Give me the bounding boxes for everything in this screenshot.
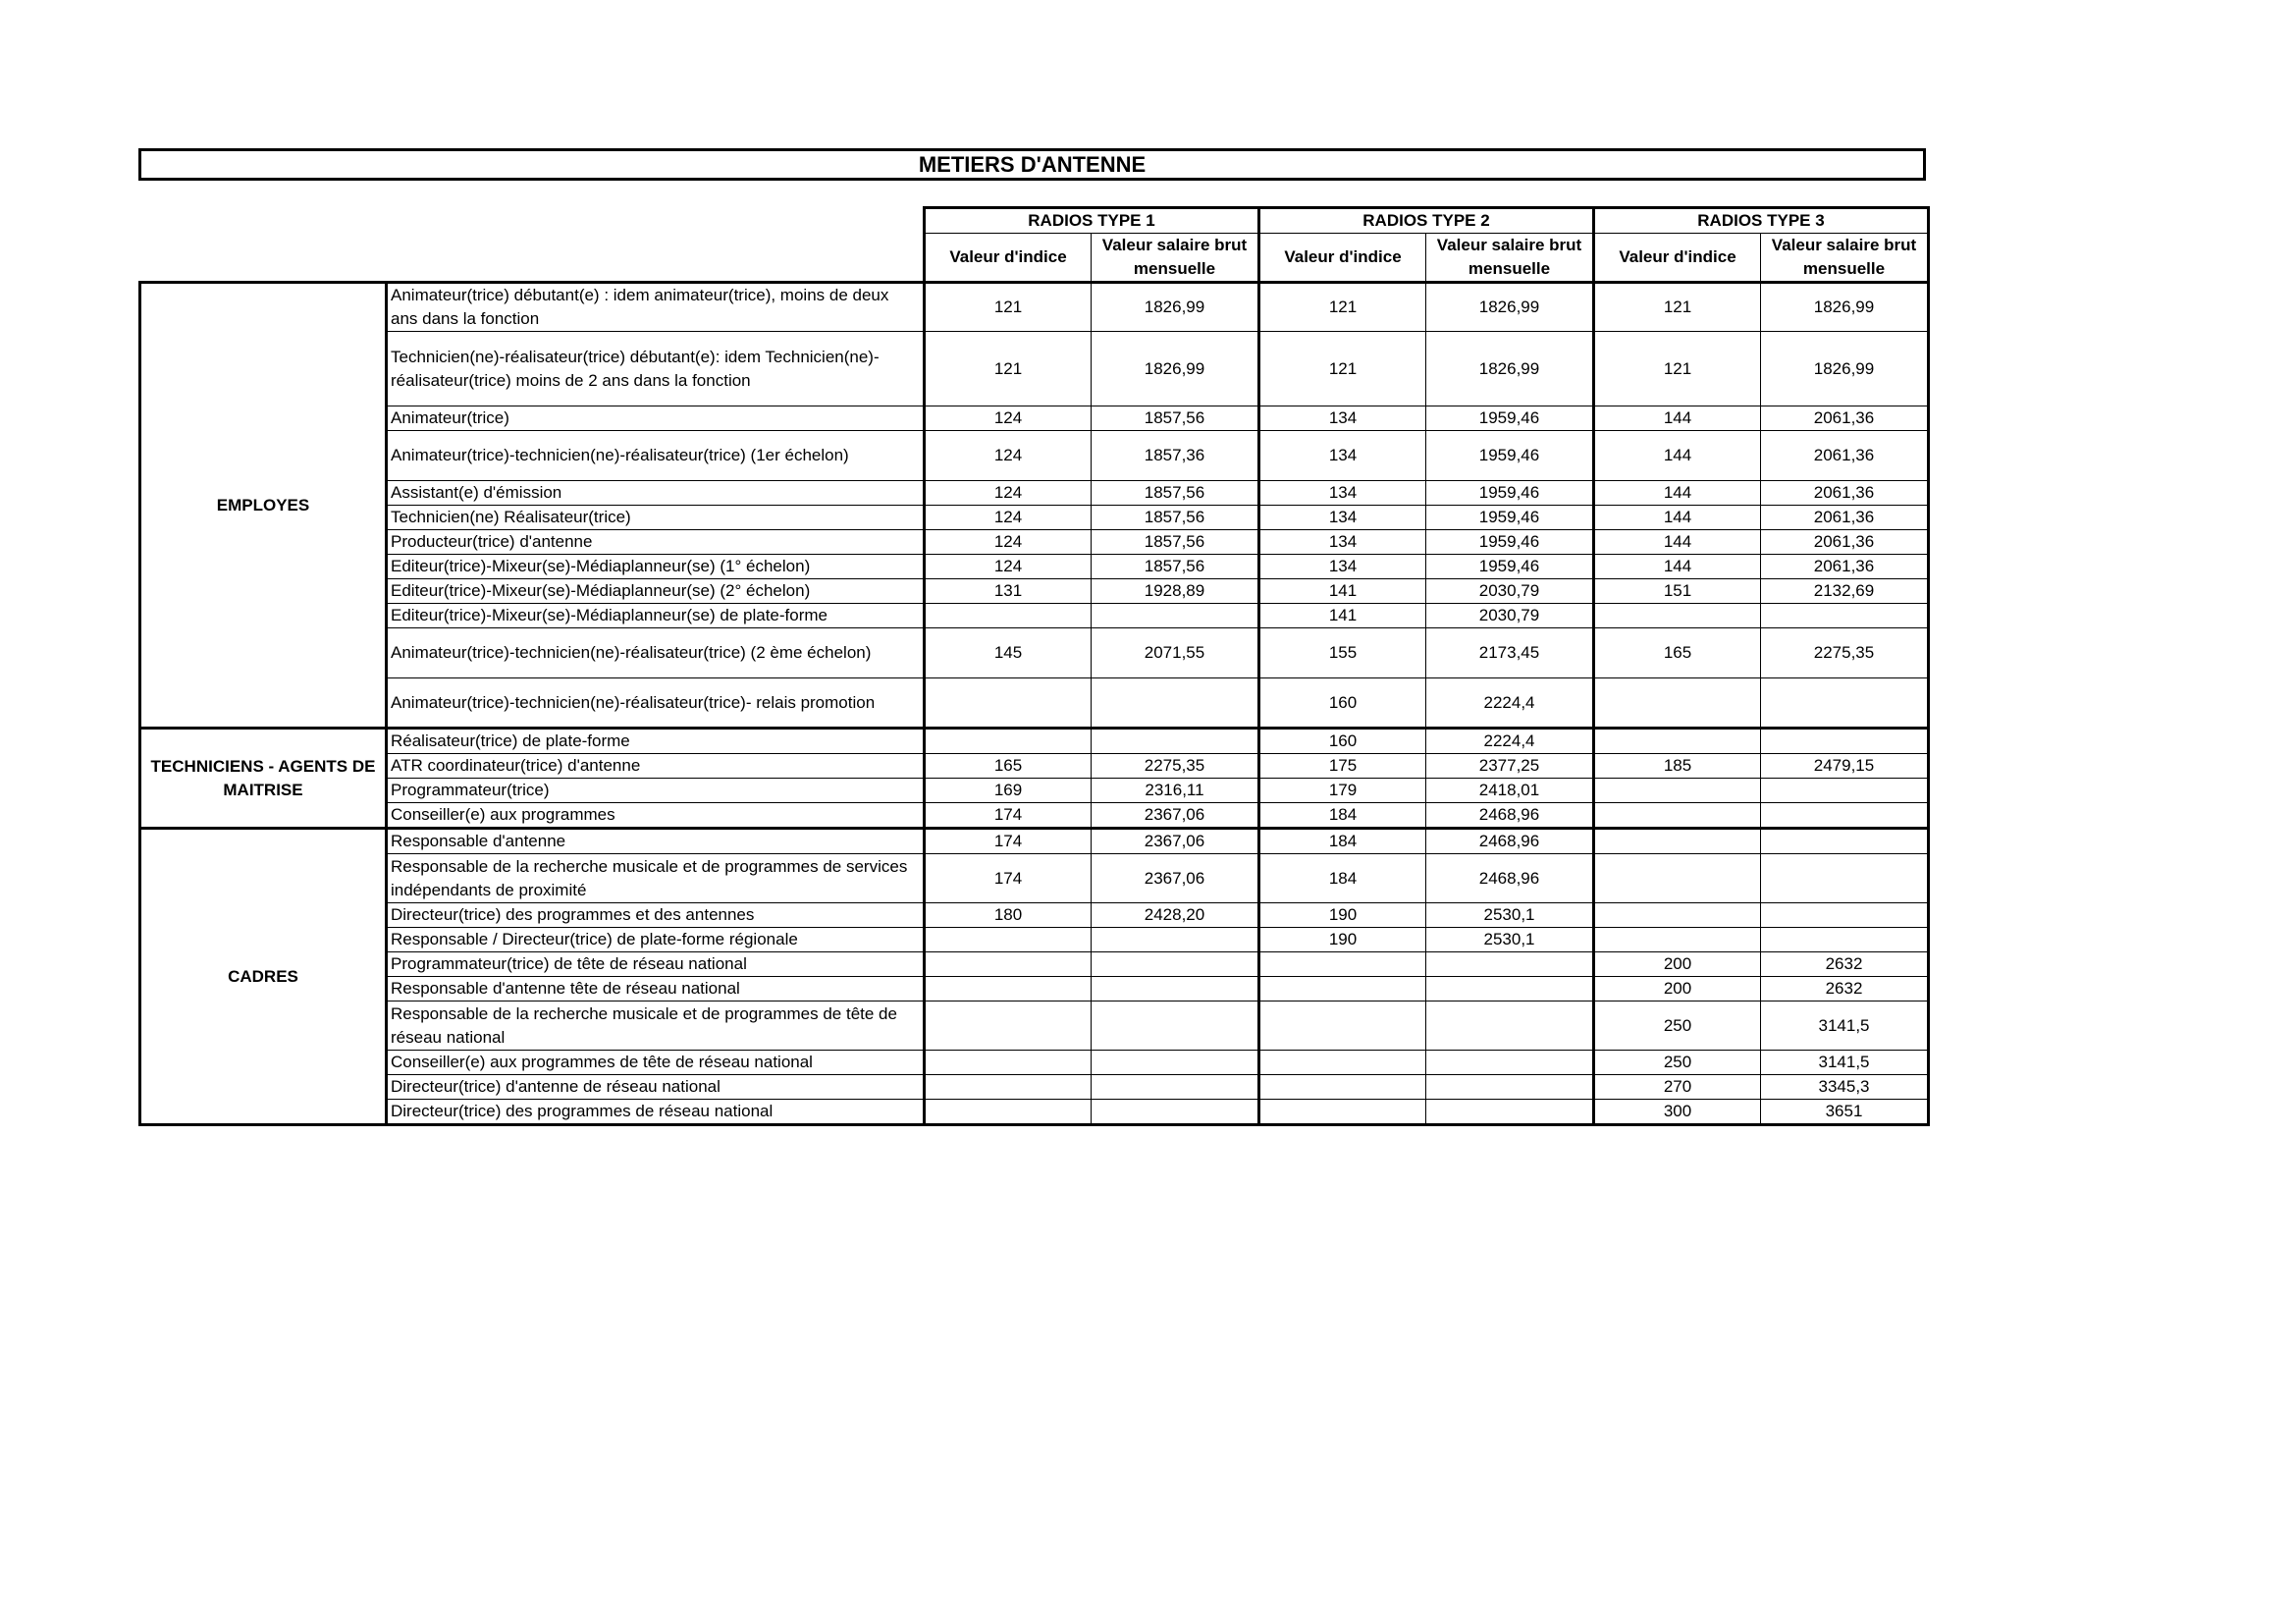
index-value: 174 <box>925 803 1092 829</box>
index-value: 124 <box>925 481 1092 506</box>
index-value: 141 <box>1259 579 1426 604</box>
index-value: 175 <box>1259 754 1426 779</box>
index-value: 134 <box>1259 481 1426 506</box>
job-title: Editeur(trice)-Mixeur(se)-Médiaplanneur(se) (2° échelon) <box>387 579 925 604</box>
category-techniciens: TECHNICIENS - AGENTS DE MAITRISE <box>140 729 387 829</box>
salary-value: 2530,1 <box>1426 928 1594 952</box>
index-value: 184 <box>1259 829 1426 854</box>
salary-value <box>1761 678 1929 729</box>
salary-value: 2061,36 <box>1761 555 1929 579</box>
job-title: Assistant(e) d'émission <box>387 481 925 506</box>
index-value <box>1259 952 1426 977</box>
index-value <box>925 1001 1092 1051</box>
index-value: 121 <box>925 332 1092 406</box>
table-row <box>140 977 1929 1001</box>
table-row <box>140 579 1929 604</box>
index-value: 134 <box>1259 555 1426 579</box>
table-row <box>140 1075 1929 1100</box>
index-value: 121 <box>1594 332 1761 406</box>
index-value: 169 <box>925 779 1092 803</box>
index-value: 165 <box>1594 628 1761 678</box>
index-value: 185 <box>1594 754 1761 779</box>
salary-value: 2030,79 <box>1426 604 1594 628</box>
table-row <box>140 431 1929 481</box>
salary-value: 2061,36 <box>1761 406 1929 431</box>
salary-header: Valeur salaire brut mensuelle <box>1092 234 1259 283</box>
salary-value <box>1426 977 1594 1001</box>
category-employes: EMPLOYES <box>140 283 387 729</box>
salary-value <box>1092 1001 1259 1051</box>
table-row <box>140 604 1929 628</box>
salary-value: 3651 <box>1761 1100 1929 1125</box>
salary-value: 2224,4 <box>1426 678 1594 729</box>
table-title: METIERS D'ANTENNE <box>138 148 1926 181</box>
salary-value: 1857,56 <box>1092 530 1259 555</box>
index-value <box>925 729 1092 754</box>
salary-value <box>1426 1075 1594 1100</box>
salary-value: 2316,11 <box>1092 779 1259 803</box>
salary-value <box>1092 1051 1259 1075</box>
index-value: 250 <box>1594 1051 1761 1075</box>
index-value <box>1259 977 1426 1001</box>
salary-value: 1959,46 <box>1426 431 1594 481</box>
job-title: Réalisateur(trice) de plate-forme <box>387 729 925 754</box>
table-row <box>140 506 1929 530</box>
salary-value: 2224,4 <box>1426 729 1594 754</box>
salary-value: 2132,69 <box>1761 579 1929 604</box>
table-row <box>140 678 1929 729</box>
job-title: Editeur(trice)-Mixeur(se)-Médiaplanneur(se) (1° échelon) <box>387 555 925 579</box>
salary-value <box>1092 729 1259 754</box>
index-header: Valeur d'indice <box>925 234 1092 283</box>
job-title: Editeur(trice)-Mixeur(se)-Médiaplanneur(se) de plate-forme <box>387 604 925 628</box>
salary-value: 2632 <box>1761 977 1929 1001</box>
salary-value: 3141,5 <box>1761 1051 1929 1075</box>
index-value: 155 <box>1259 628 1426 678</box>
index-value <box>1594 829 1761 854</box>
index-value: 124 <box>925 530 1092 555</box>
index-value <box>925 604 1092 628</box>
index-value: 250 <box>1594 1001 1761 1051</box>
salary-value: 1857,56 <box>1092 506 1259 530</box>
index-value: 124 <box>925 506 1092 530</box>
table-row <box>140 928 1929 952</box>
salary-value: 2061,36 <box>1761 530 1929 555</box>
index-value: 124 <box>925 555 1092 579</box>
salary-value: 1959,46 <box>1426 530 1594 555</box>
index-value: 131 <box>925 579 1092 604</box>
job-title: Animateur(trice) débutant(e) : idem animateur(trice), moins de deux ans dans la fonction <box>387 283 925 332</box>
type-header-row <box>140 208 1929 234</box>
salary-value: 2061,36 <box>1761 481 1929 506</box>
salary-value: 1959,46 <box>1426 406 1594 431</box>
index-value: 144 <box>1594 406 1761 431</box>
salary-value: 1826,99 <box>1092 283 1259 332</box>
index-value: 184 <box>1259 854 1426 903</box>
salary-value: 2275,35 <box>1761 628 1929 678</box>
salary-value: 2173,45 <box>1426 628 1594 678</box>
salary-value: 2377,25 <box>1426 754 1594 779</box>
salary-value: 1826,99 <box>1761 332 1929 406</box>
job-title: Programmateur(trice) de tête de réseau national <box>387 952 925 977</box>
index-value: 165 <box>925 754 1092 779</box>
salary-value: 1959,46 <box>1426 506 1594 530</box>
index-value: 190 <box>1259 928 1426 952</box>
table-row <box>140 729 1929 754</box>
table-row <box>140 555 1929 579</box>
index-value: 180 <box>925 903 1092 928</box>
index-value <box>925 952 1092 977</box>
salary-value <box>1092 1100 1259 1125</box>
index-value: 160 <box>1259 729 1426 754</box>
job-title: Responsable de la recherche musicale et de programmes de tête de réseau national <box>387 1001 925 1051</box>
job-title: Animateur(trice)-technicien(ne)-réalisateur(trice) (2 ème échelon) <box>387 628 925 678</box>
job-title: Responsable de la recherche musicale et de programmes de services indépendants de proximité <box>387 854 925 903</box>
index-value: 200 <box>1594 952 1761 977</box>
index-value: 124 <box>925 406 1092 431</box>
index-value: 190 <box>1259 903 1426 928</box>
table-row <box>140 481 1929 506</box>
salary-value: 2061,36 <box>1761 506 1929 530</box>
salary-value: 2367,06 <box>1092 854 1259 903</box>
index-header: Valeur d'indice <box>1594 234 1761 283</box>
index-value <box>925 678 1092 729</box>
table-row <box>140 903 1929 928</box>
salary-value <box>1426 1100 1594 1125</box>
salary-header: Valeur salaire brut mensuelle <box>1761 234 1929 283</box>
index-value: 121 <box>1259 283 1426 332</box>
job-title: Technicien(ne)-réalisateur(trice) débutant(e): idem Technicien(ne)- réalisateur(trice) moins de 2 ans dans la fonction <box>387 332 925 406</box>
salary-value: 1857,56 <box>1092 481 1259 506</box>
salary-value <box>1092 928 1259 952</box>
salary-value <box>1761 829 1929 854</box>
salary-value <box>1761 604 1929 628</box>
index-value: 300 <box>1594 1100 1761 1125</box>
salary-value: 1959,46 <box>1426 481 1594 506</box>
table-row <box>140 779 1929 803</box>
table-row <box>140 1100 1929 1125</box>
salary-value: 1928,89 <box>1092 579 1259 604</box>
salary-value: 3141,5 <box>1761 1001 1929 1051</box>
salary-value <box>1092 1075 1259 1100</box>
job-title: Programmateur(trice) <box>387 779 925 803</box>
table-row <box>140 754 1929 779</box>
salary-value <box>1426 952 1594 977</box>
salary-value <box>1426 1051 1594 1075</box>
index-value: 134 <box>1259 506 1426 530</box>
index-value <box>925 1051 1092 1075</box>
salary-value <box>1761 729 1929 754</box>
job-title: Animateur(trice) <box>387 406 925 431</box>
index-value: 144 <box>1594 431 1761 481</box>
salary-value <box>1092 952 1259 977</box>
index-value <box>925 977 1092 1001</box>
job-title: Directeur(trice) des programmes de réseau national <box>387 1100 925 1125</box>
table-row <box>140 952 1929 977</box>
salary-value: 1826,99 <box>1092 332 1259 406</box>
type-1-header: RADIOS TYPE 1 <box>925 208 1259 234</box>
index-value <box>1259 1051 1426 1075</box>
job-title: Technicien(ne) Réalisateur(trice) <box>387 506 925 530</box>
index-value <box>1259 1075 1426 1100</box>
salary-value: 1826,99 <box>1761 283 1929 332</box>
index-value <box>925 928 1092 952</box>
index-value <box>1594 903 1761 928</box>
salary-value: 2030,79 <box>1426 579 1594 604</box>
table-row <box>140 628 1929 678</box>
salary-value <box>1092 977 1259 1001</box>
salary-value: 1826,99 <box>1426 332 1594 406</box>
salary-value <box>1761 779 1929 803</box>
salary-value: 2632 <box>1761 952 1929 977</box>
salary-value: 1857,36 <box>1092 431 1259 481</box>
type-3-header: RADIOS TYPE 3 <box>1594 208 1929 234</box>
index-header: Valeur d'indice <box>1259 234 1426 283</box>
index-value: 134 <box>1259 431 1426 481</box>
column-header-row <box>140 234 1929 283</box>
salary-value: 2275,35 <box>1092 754 1259 779</box>
table-row <box>140 283 1929 332</box>
salary-value: 2479,15 <box>1761 754 1929 779</box>
salary-value <box>1092 604 1259 628</box>
salary-value: 2367,06 <box>1092 803 1259 829</box>
salary-value: 2468,96 <box>1426 854 1594 903</box>
salary-value: 2367,06 <box>1092 829 1259 854</box>
job-title: Conseiller(e) aux programmes de tête de réseau national <box>387 1051 925 1075</box>
salary-value: 3345,3 <box>1761 1075 1929 1100</box>
table-row <box>140 1001 1929 1051</box>
table-row <box>140 803 1929 829</box>
salary-value: 2418,01 <box>1426 779 1594 803</box>
job-title: Directeur(trice) d'antenne de réseau national <box>387 1075 925 1100</box>
salary-value: 2468,96 <box>1426 829 1594 854</box>
salary-value: 2428,20 <box>1092 903 1259 928</box>
index-value <box>1594 779 1761 803</box>
salary-value: 1959,46 <box>1426 555 1594 579</box>
index-value <box>1594 604 1761 628</box>
salary-value: 1826,99 <box>1426 283 1594 332</box>
type-2-header: RADIOS TYPE 2 <box>1259 208 1594 234</box>
index-value: 144 <box>1594 530 1761 555</box>
index-value: 145 <box>925 628 1092 678</box>
index-value: 179 <box>1259 779 1426 803</box>
table-row <box>140 1051 1929 1075</box>
salary-value <box>1761 928 1929 952</box>
index-value <box>1259 1100 1426 1125</box>
index-value <box>1594 854 1761 903</box>
index-value: 184 <box>1259 803 1426 829</box>
job-title: Responsable / Directeur(trice) de plate-forme régionale <box>387 928 925 952</box>
salary-value <box>1092 678 1259 729</box>
index-value <box>1259 1001 1426 1051</box>
index-value: 144 <box>1594 481 1761 506</box>
index-value <box>1594 928 1761 952</box>
salary-value: 2061,36 <box>1761 431 1929 481</box>
index-value: 134 <box>1259 406 1426 431</box>
index-value: 144 <box>1594 555 1761 579</box>
category-cadres: CADRES <box>140 829 387 1125</box>
job-title: Conseiller(e) aux programmes <box>387 803 925 829</box>
salary-value <box>1426 1001 1594 1051</box>
salary-value: 1857,56 <box>1092 406 1259 431</box>
index-value: 121 <box>1259 332 1426 406</box>
salary-table <box>138 206 1930 1126</box>
index-value <box>1594 803 1761 829</box>
table-row <box>140 854 1929 903</box>
job-title: Directeur(trice) des programmes et des antennes <box>387 903 925 928</box>
job-title: Responsable d'antenne tête de réseau national <box>387 977 925 1001</box>
index-value: 121 <box>925 283 1092 332</box>
job-title: Responsable d'antenne <box>387 829 925 854</box>
table-row <box>140 406 1929 431</box>
job-title: Animateur(trice)-technicien(ne)-réalisateur(trice) (1er échelon) <box>387 431 925 481</box>
index-value: 134 <box>1259 530 1426 555</box>
index-value: 200 <box>1594 977 1761 1001</box>
salary-value: 1857,56 <box>1092 555 1259 579</box>
job-title: Producteur(trice) d'antenne <box>387 530 925 555</box>
index-value: 174 <box>925 854 1092 903</box>
index-value: 151 <box>1594 579 1761 604</box>
table-row <box>140 530 1929 555</box>
salary-value: 2468,96 <box>1426 803 1594 829</box>
salary-value: 2530,1 <box>1426 903 1594 928</box>
index-value: 160 <box>1259 678 1426 729</box>
table-row <box>140 332 1929 406</box>
table-row <box>140 829 1929 854</box>
index-value <box>925 1100 1092 1125</box>
index-value: 124 <box>925 431 1092 481</box>
index-value: 270 <box>1594 1075 1761 1100</box>
index-value <box>1594 678 1761 729</box>
salary-value <box>1761 854 1929 903</box>
index-value: 121 <box>1594 283 1761 332</box>
salary-value <box>1761 903 1929 928</box>
job-title: Animateur(trice)-technicien(ne)-réalisateur(trice)- relais promotion <box>387 678 925 729</box>
index-value: 141 <box>1259 604 1426 628</box>
job-title: ATR coordinateur(trice) d'antenne <box>387 754 925 779</box>
index-value <box>1594 729 1761 754</box>
index-value <box>925 1075 1092 1100</box>
index-value: 174 <box>925 829 1092 854</box>
salary-value: 2071,55 <box>1092 628 1259 678</box>
index-value: 144 <box>1594 506 1761 530</box>
salary-value <box>1761 803 1929 829</box>
salary-header: Valeur salaire brut mensuelle <box>1426 234 1594 283</box>
